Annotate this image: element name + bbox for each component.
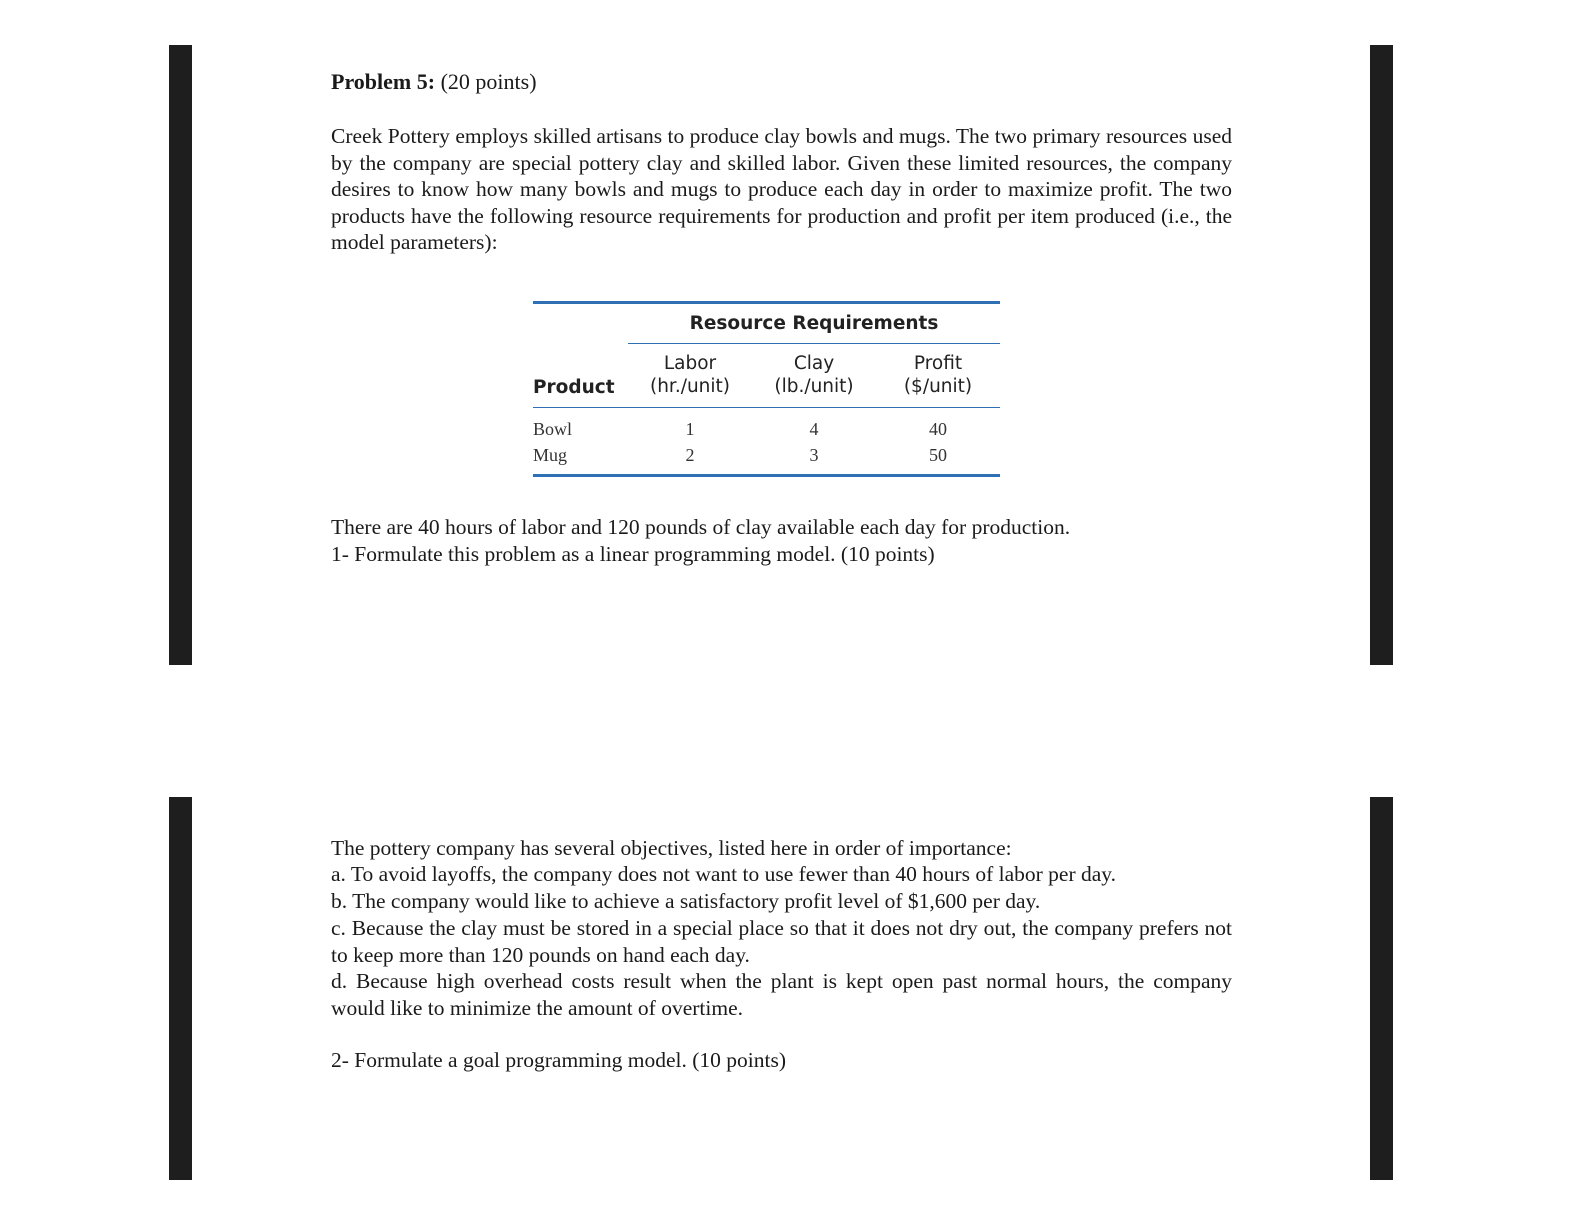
table-col-profit-line1: Profit xyxy=(913,353,963,374)
objective-a: a. To avoid layoffs, the company does not want to use fewer than 40 hours of labor per day. xyxy=(331,862,1117,886)
table-bottom-rule xyxy=(533,474,1000,477)
objective-c: c. Because the clay must be stored in a special place so that it does not dry out, the company prefers not to keep more than 120 pounds on hand each day. xyxy=(331,916,1232,967)
table-col-profit-line2: ($/unit) xyxy=(903,376,973,397)
objectives-intro: The pottery company has several objectives, listed here in order of importance: xyxy=(331,836,1012,860)
table-top-rule xyxy=(533,301,1000,304)
table-col-clay xyxy=(752,352,876,398)
table-header-rule xyxy=(533,407,1000,408)
objective-b: b. The company would like to achieve a satisfactory profit level of $1,600 per day. xyxy=(331,889,1041,913)
objective-d: d. Because high overhead costs result when the plant is kept open past normal hours, the company would like to minimize the amount of overtime. xyxy=(331,969,1232,1020)
table-row-mug-profit: 50 xyxy=(929,445,947,465)
table-col-clay-line1: Clay xyxy=(793,353,835,374)
table-row-mug-product: Mug xyxy=(533,445,568,465)
task-2: 2- Formulate a goal programming model. (10 points) xyxy=(331,1048,786,1072)
table-col-clay-line2: (lb./unit) xyxy=(774,376,854,397)
table-group-header: Resource Requirements xyxy=(689,313,939,334)
table-row-mug-clay: 3 xyxy=(809,445,819,465)
problem-heading-label: Problem 5: xyxy=(331,69,436,94)
table-row-bowl-product: Bowl xyxy=(533,419,573,439)
table-row-bowl-labor: 1 xyxy=(685,419,695,439)
table-col-labor xyxy=(628,352,752,398)
table-row-bowl-clay: 4 xyxy=(809,419,819,439)
table-group-rule xyxy=(628,343,1000,344)
table-col-labor-line1: Labor xyxy=(663,353,717,374)
problem-heading xyxy=(331,69,537,95)
resources-available: There are 40 hours of labor and 120 pounds of clay available each day for production. xyxy=(331,515,1071,539)
resource-table xyxy=(533,300,1000,478)
table-col-product: Product xyxy=(533,377,615,398)
page-left-edge-top xyxy=(169,45,192,665)
page-left-edge-bottom xyxy=(169,797,192,1180)
table-col-labor-line2: (hr./unit) xyxy=(649,376,731,397)
table-row-mug-labor: 2 xyxy=(685,445,695,465)
page-right-edge-top xyxy=(1370,45,1393,665)
task-1: 1- Formulate this problem as a linear programming model. (10 points) xyxy=(331,542,935,566)
table-col-profit xyxy=(876,352,1000,398)
table-row-bowl-profit: 40 xyxy=(929,419,947,439)
problem-intro: Creek Pottery employs skilled artisans to produce clay bowls and mugs. The two primary resources used by the company are special pottery clay and skilled labor. Given these limited resources, the company desires to know how many bowls and mugs to produce each day in order to maximize profit. The two products have the following resource requirements for production and profit per item produced (i.e., the model parameters): xyxy=(331,124,1232,254)
page-right-edge-bottom xyxy=(1370,797,1393,1180)
problem-heading-points: (20 points) xyxy=(435,69,537,94)
